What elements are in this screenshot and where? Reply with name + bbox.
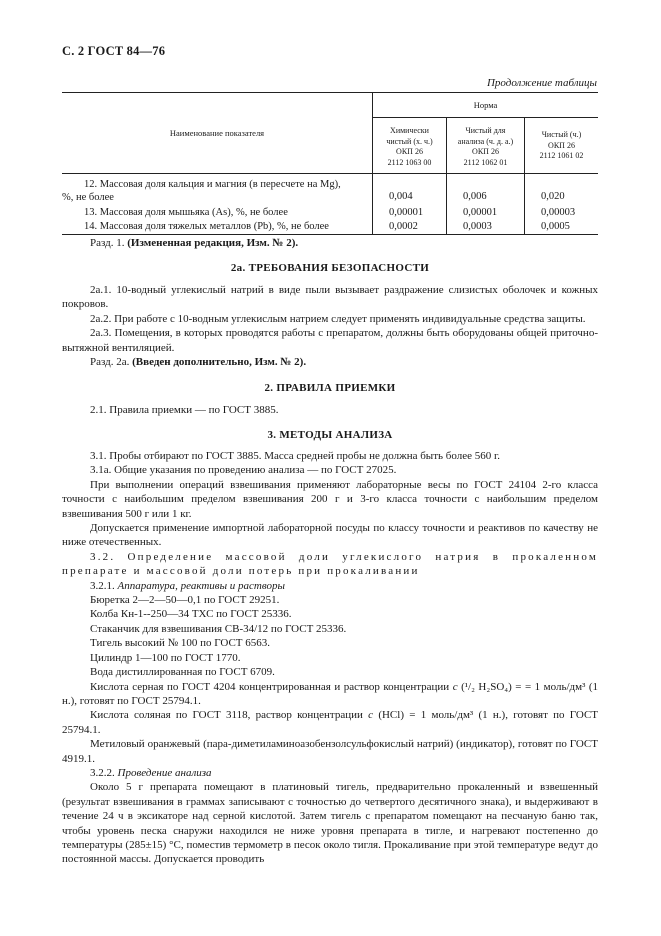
- table-row: 12. Массовая доля кальция и магния (в пересчете на Mg), %, не более 0,004 0,006 0,020: [62, 174, 598, 205]
- row-value: 0,00003: [541, 207, 576, 218]
- paragraph: 2.1. Правила приемки — по ГОСТ 3885.: [90, 404, 279, 416]
- row-value: 0,006: [447, 174, 525, 205]
- name-header: Наименование показателя: [62, 93, 373, 174]
- subsection-heading: 3.2.2. Проведение анализа: [90, 766, 212, 779]
- subsection-heading: 3.2.1. Аппаратура, реактивы и растворы: [90, 579, 285, 592]
- row-value: 0,0003: [447, 218, 525, 235]
- amendment-note: Разд. 1. (Измененная редакция, Изм. № 2).: [90, 237, 299, 249]
- norma-header: Норма: [373, 93, 599, 118]
- row-value: 0,00001: [447, 204, 525, 218]
- row-value: 0,020: [541, 191, 565, 202]
- column-header-ch: Чистый (ч.) ОКП 26 2112 1061 02: [525, 118, 599, 174]
- list-item: Стаканчик для взвешивания СВ-34/12 по ГОСТ 25336.: [90, 622, 347, 635]
- paragraph: 3.1а. Общие указания по проведению анализа — по ГОСТ 27025.: [90, 464, 397, 477]
- section-heading-3: 3. МЕТОДЫ АНАЛИЗА: [267, 429, 393, 441]
- paragraph: При выполнении операций взвешивания применяют лабораторные весы по ГОСТ 24104 2-го класса точности с наибольшим пределом взвешивания 200 г и 3-го класса точности с наибольшим пределом взвешивания 500 г или 1 кг.: [62, 478, 598, 520]
- table-row: [62, 218, 598, 235]
- norms-table: [62, 92, 598, 235]
- row-name: 13. Массовая доля мышьяка (As), %, не более: [62, 204, 373, 218]
- continuation-label: Продолжение таблицы: [486, 77, 597, 89]
- row-value: 0,004: [373, 174, 447, 205]
- row-value: 0,0002: [373, 218, 447, 235]
- paragraph: Около 5 г препарата помещают в платиновый тигель, предварительно прокаленный и взвешенный (результат взвешивания в граммах записывают с точностью до четвертого десятичного знака), и выдерживают в течение 24 ч в эксикаторе над серной кислотой. Затем тигель с препаратом помещают на песчаную баню так, чтобы уровень песка снаружи находился не ниже уровня препарата в тигле, и нагревают постепенно до температуры (285±15) °С, поместив термометр в песок около тигля. Прокаливание при этой температуре ведут до постоянной массы. Допускается проводить: [62, 781, 598, 866]
- section-heading-2: 2. ПРАВИЛА ПРИЕМКИ: [264, 382, 396, 394]
- paragraph: 2а.3. Помещения, в которых проводятся работы с препаратом, должны быть оборудованы общей приточно-вытяжной вентиляцией.: [62, 327, 598, 354]
- list-item: Бюретка 2—2—50—0,1 по ГОСТ 29251.: [90, 594, 280, 607]
- paragraph: 3.1. Пробы отбирают по ГОСТ 3885. Масса средней пробы не должна быть более 560 г.: [90, 450, 501, 462]
- list-item: Тигель высокий № 100 по ГОСТ 6563.: [90, 637, 271, 650]
- row-name: 12. Массовая доля кальция и магния (в пересчете на Mg),: [84, 179, 341, 190]
- column-header-xch: Химически чистый (х. ч.) ОКП 26 2112 1063 00: [373, 118, 447, 174]
- list-item: Цилиндр 1—100 по ГОСТ 1770.: [90, 651, 241, 664]
- column-header-chda: Чистый для анализа (ч. д. а.) ОКП 26 2112 1062 01: [447, 118, 525, 174]
- table-row: [62, 204, 598, 218]
- row-value: 0,0005: [525, 218, 599, 235]
- paragraph: Кислота серная по ГОСТ 4204 концентрированная и раствор концентрации c (¹/₂ H₂SO₄) = = 1 моль/дм³ (1 н.), готовят по ГОСТ 25794.1.: [62, 680, 599, 707]
- row-value: 0,00001: [373, 204, 447, 218]
- paragraph: Допускается применение импортной лабораторной посуды по классу точности и реактивов по качеству не ниже отечественных.: [62, 522, 598, 549]
- list-item: Вода дистиллированная по ГОСТ 6709.: [90, 666, 275, 679]
- list-item: Колба Кн-1--250—34 ТХС по ГОСТ 25336.: [90, 608, 292, 621]
- paragraph: Метиловый оранжевый (пара-диметиламиноазобензолсульфокислый натрий) (индикатор), готовят по ГОСТ 4919.1.: [62, 738, 598, 765]
- paragraph: 2а.1. 10-водный углекислый натрий в виде пыли вызывает раздражение слизистых оболочек и кожных покровов.: [62, 284, 598, 311]
- amendment-note: Разд. 2а. (Введен дополнительно, Изм. № 2).: [90, 356, 307, 369]
- section-heading-2a: 2а. ТРЕБОВАНИЯ БЕЗОПАСНОСТИ: [230, 262, 430, 274]
- row-name: 14. Массовая доля тяжелых металлов (Pb), %, не более: [62, 218, 373, 235]
- page-header: С. 2 ГОСТ 84—76: [62, 44, 166, 58]
- paragraph: 3.2. Определение массовой доли углекислого натрия в прокаленном препарате и массовой доли потерь при прокаливании: [62, 550, 598, 578]
- paragraph: 2а.2. При работе с 10-водным углекислым натрием следует применять индивидуальные средства защиты.: [90, 312, 586, 325]
- paragraph: Кислота соляная по ГОСТ 3118, раствор концентрации c (HCl) = 1 моль/дм³ (1 н.), готовят по ГОСТ 25794.1.: [62, 709, 599, 736]
